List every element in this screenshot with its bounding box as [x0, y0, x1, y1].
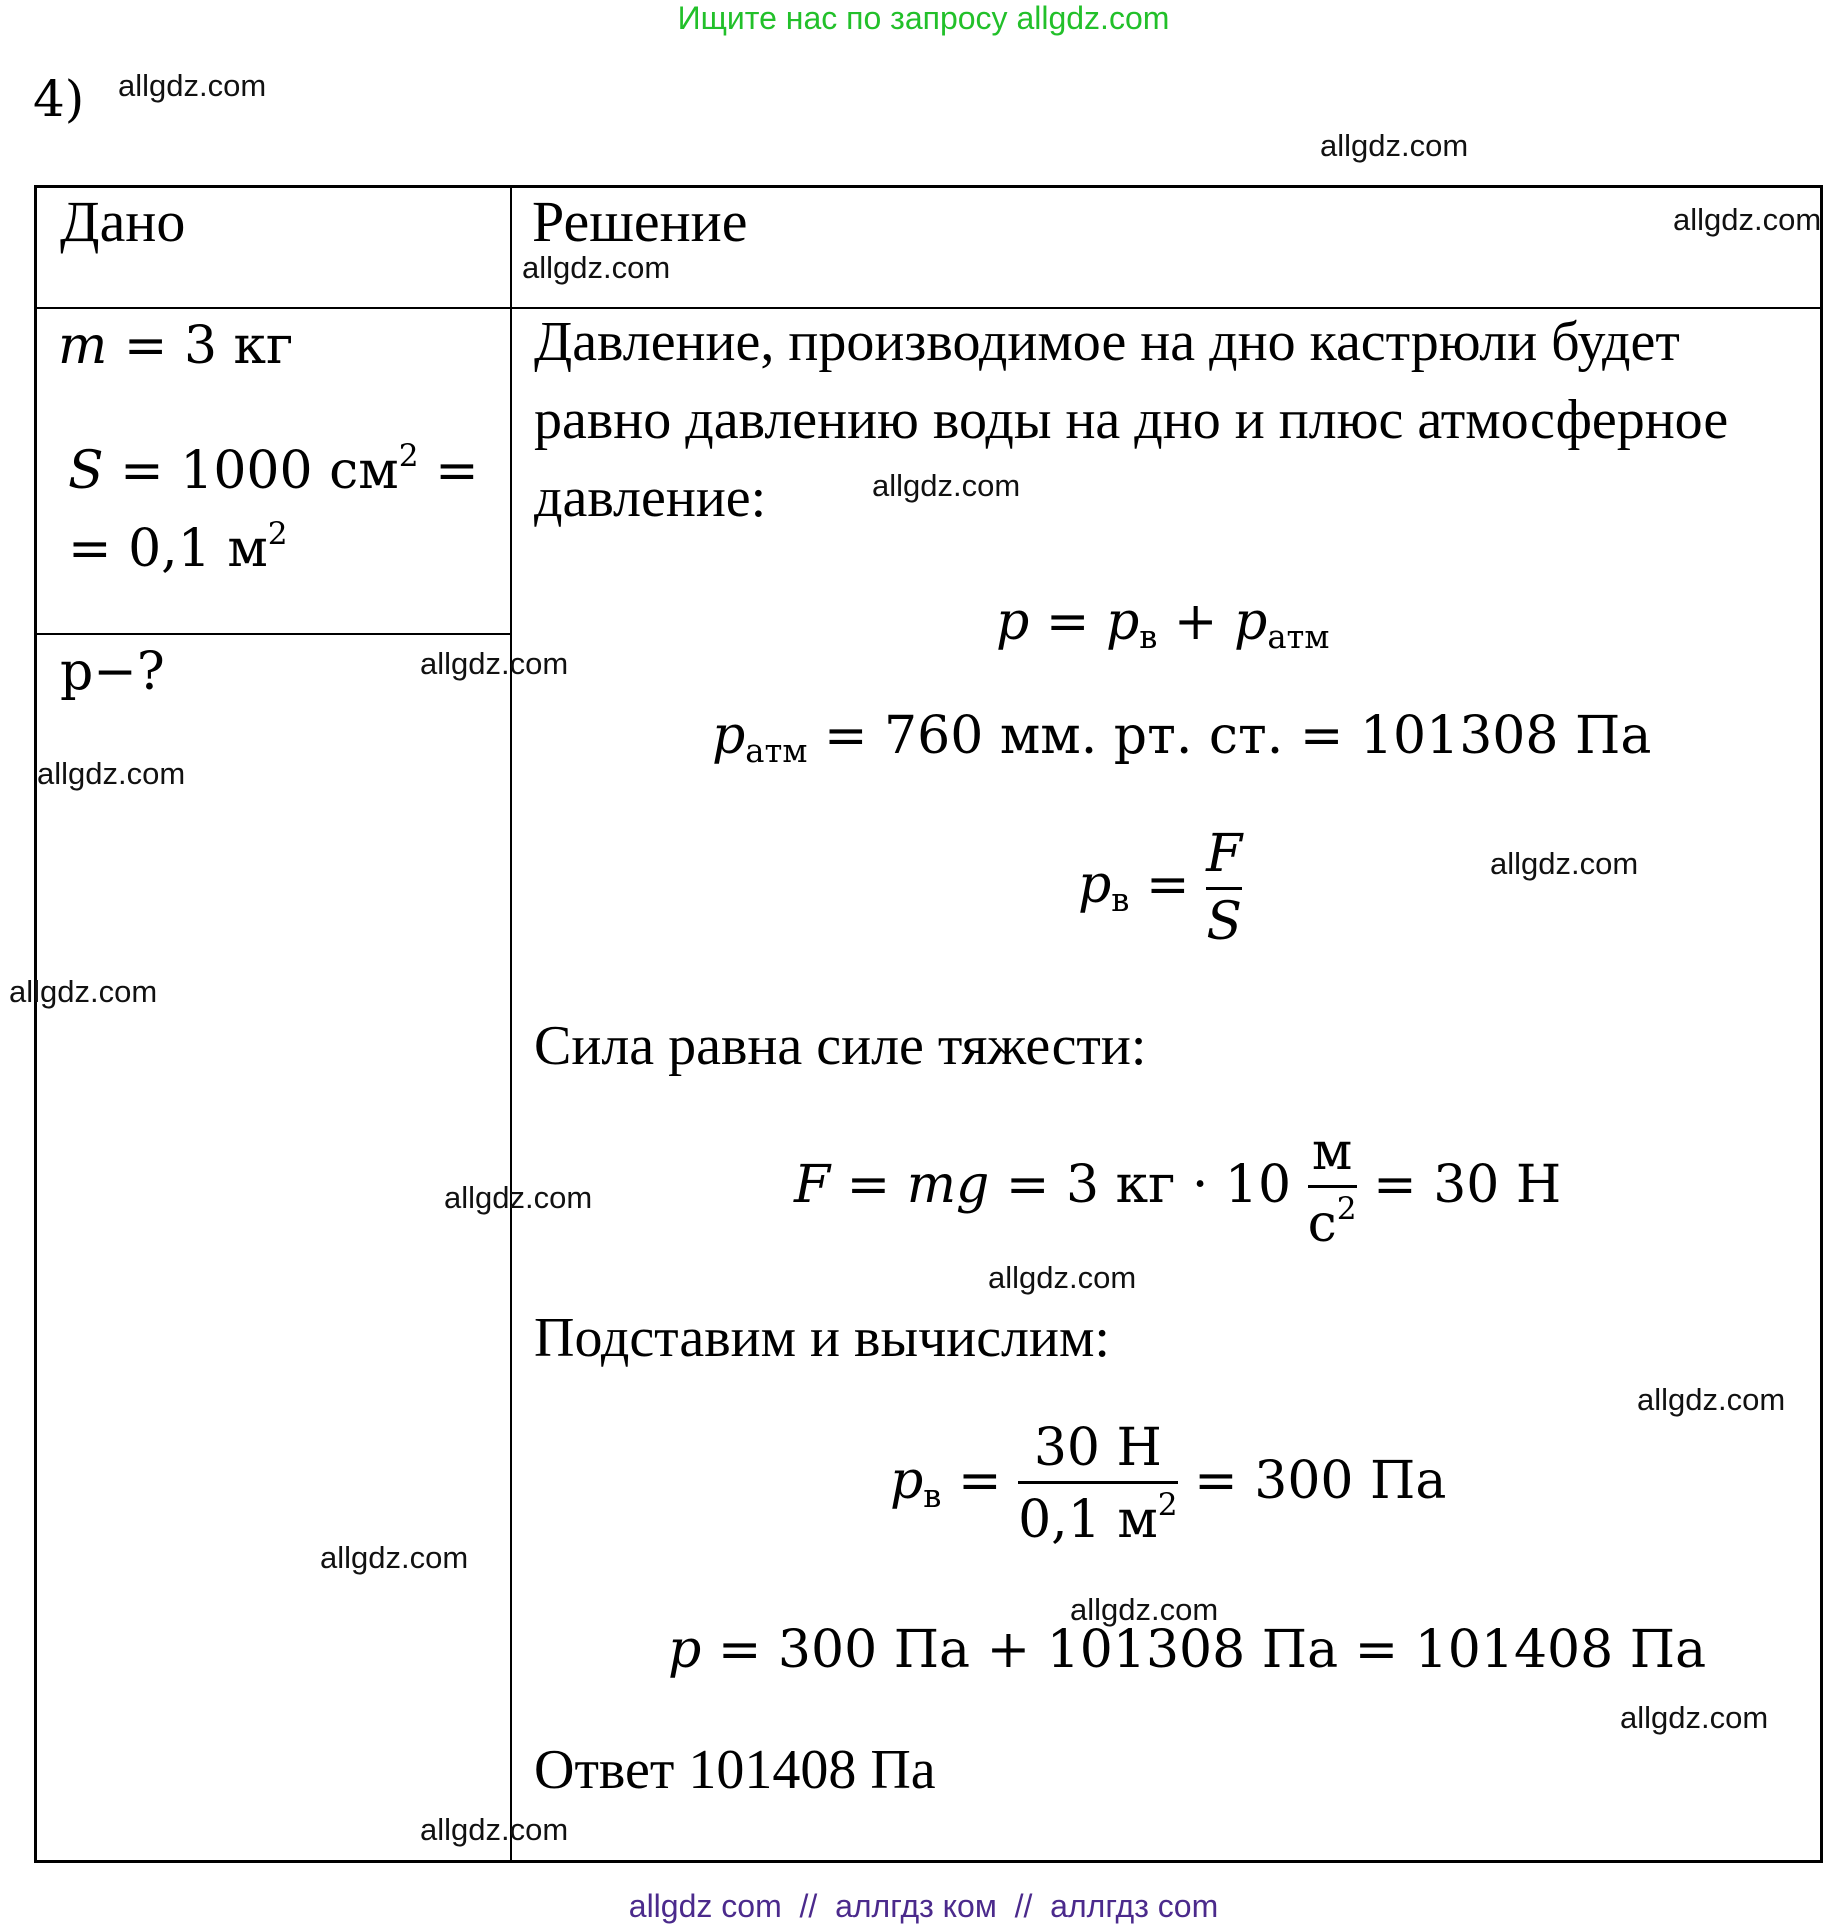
intro-line-2: равно давлению воды на дно и плюс атмосферное — [534, 389, 1729, 451]
eq5-denominator-exponent: 2 — [1157, 1487, 1178, 1524]
eq4-denominator: с — [1307, 1194, 1337, 1255]
watermark: allgdz.com — [320, 1540, 469, 1575]
substitution-text: Подставим и вычислим: — [534, 1307, 1110, 1369]
top-banner: Ищите нас по запросу allgdz.com — [677, 0, 1170, 36]
watermark: allgdz.com — [118, 68, 267, 103]
watermark: allgdz.com — [1490, 846, 1639, 881]
watermark: allgdz.com — [522, 250, 671, 285]
area-tail: = — [418, 440, 479, 501]
equation-force — [794, 1124, 1561, 1253]
eq5-fraction-bar — [1018, 1481, 1178, 1484]
eq5-fraction — [1018, 1420, 1178, 1549]
given-area-si — [68, 516, 288, 579]
eq4-fraction — [1308, 1124, 1357, 1253]
eq4-F: F — [794, 1155, 831, 1216]
watermark: allgdz.com — [1070, 1592, 1219, 1627]
table-border-right — [1820, 185, 1823, 1863]
eq3-fraction-bar — [1206, 887, 1242, 890]
eq3-p: p — [1078, 855, 1112, 916]
eq2-p: p — [712, 706, 746, 766]
problem-number: 4) — [33, 70, 85, 128]
eq5-sub: в — [923, 1477, 942, 1516]
watermark: allgdz.com — [1620, 1700, 1769, 1735]
watermark: allgdz.com — [444, 1180, 593, 1215]
eq4-mid: = 3 кг · 10 — [1005, 1155, 1292, 1216]
eq5-denominator: 0,1 м — [1018, 1490, 1158, 1551]
watermark: allgdz.com — [1320, 128, 1469, 163]
eq1-pv: p — [1105, 592, 1140, 652]
area-si-value: = 0,1 м — [68, 518, 268, 579]
watermark: allgdz.com — [9, 974, 158, 1009]
force-text: Сила равна силе тяжести: — [534, 1015, 1147, 1077]
area-symbol: S — [68, 440, 104, 501]
table-border-given — [34, 633, 512, 635]
eq4-denominator-exponent: 2 — [1336, 1191, 1357, 1228]
table-border-top — [34, 185, 1823, 188]
answer: Ответ 101408 Па — [534, 1739, 936, 1801]
eq5-p: p — [890, 1451, 924, 1512]
equation-water-pressure-value — [890, 1420, 1446, 1549]
table-border-left — [34, 185, 37, 1863]
equation-water-pressure — [1078, 826, 1242, 951]
eq3-denominator: S — [1206, 892, 1242, 953]
eq1-plus: + — [1173, 592, 1218, 652]
solution-header: Решение — [532, 189, 748, 254]
eq3-equals: = — [1145, 855, 1190, 916]
watermark: allgdz.com — [420, 1812, 569, 1847]
eq4-fraction-bar — [1308, 1185, 1357, 1188]
intro-line-1: Давление, производимое на дно кастрюли будет — [534, 311, 1680, 373]
given-mass — [58, 316, 293, 376]
eq3-sub: в — [1111, 881, 1130, 920]
watermark: allgdz.com — [872, 468, 1021, 503]
eq4-numerator: м — [1311, 1122, 1353, 1182]
watermark: allgdz.com — [1673, 202, 1822, 237]
watermark: allgdz.com — [37, 756, 186, 791]
eq1-equals: = — [1045, 592, 1090, 652]
area-si-exponent: 2 — [267, 516, 288, 552]
eq4-mg: mg — [906, 1155, 990, 1216]
area-value: = 1000 см — [120, 440, 399, 501]
find-quantity: p−? — [60, 642, 165, 702]
eq4-denominator-wrap — [1308, 1192, 1357, 1253]
mass-value: = 3 кг — [123, 316, 294, 376]
eq4-tail: = 30 Н — [1373, 1155, 1562, 1216]
mass-symbol: m — [58, 316, 108, 376]
area-exponent: 2 — [398, 438, 419, 474]
table-border-middle — [510, 185, 512, 1863]
eq4-equals: = — [846, 1155, 891, 1216]
given-header: Дано — [60, 189, 186, 254]
eq1-pv-sub: в — [1139, 618, 1158, 657]
table-border-bottom — [34, 1860, 1823, 1863]
bottom-banner: allgdz com // аллгдз ком // аллгдз com — [628, 1888, 1219, 1924]
eq6-rest: = 300 Па + 101308 Па = 101408 Па — [717, 1620, 1707, 1680]
given-area — [68, 438, 479, 501]
eq3-fraction — [1206, 826, 1242, 951]
eq1-patm-sub: атм — [1267, 618, 1330, 657]
intro-line-3: давление: — [534, 467, 767, 529]
equation-total-pressure-value — [668, 1620, 1706, 1680]
eq5-tail: = 300 Па — [1194, 1451, 1447, 1512]
eq1-p: p — [996, 592, 1030, 652]
eq5-numerator: 30 Н — [1033, 1418, 1162, 1478]
eq2-sub: атм — [745, 732, 808, 771]
watermark: allgdz.com — [988, 1260, 1137, 1295]
eq5-denominator-wrap — [1018, 1488, 1178, 1549]
eq1-patm: p — [1234, 592, 1268, 652]
eq6-p: p — [668, 1620, 702, 1680]
eq2-rest: = 760 мм. рт. ст. = 101308 Па — [823, 706, 1652, 766]
eq3-numerator: F — [1206, 824, 1243, 884]
watermark: allgdz.com — [420, 646, 569, 681]
table-border-header — [34, 307, 1823, 309]
equation-total-pressure — [996, 592, 1329, 656]
equation-atm-pressure — [712, 706, 1651, 770]
watermark: allgdz.com — [1637, 1382, 1786, 1417]
eq5-equals: = — [957, 1451, 1002, 1512]
